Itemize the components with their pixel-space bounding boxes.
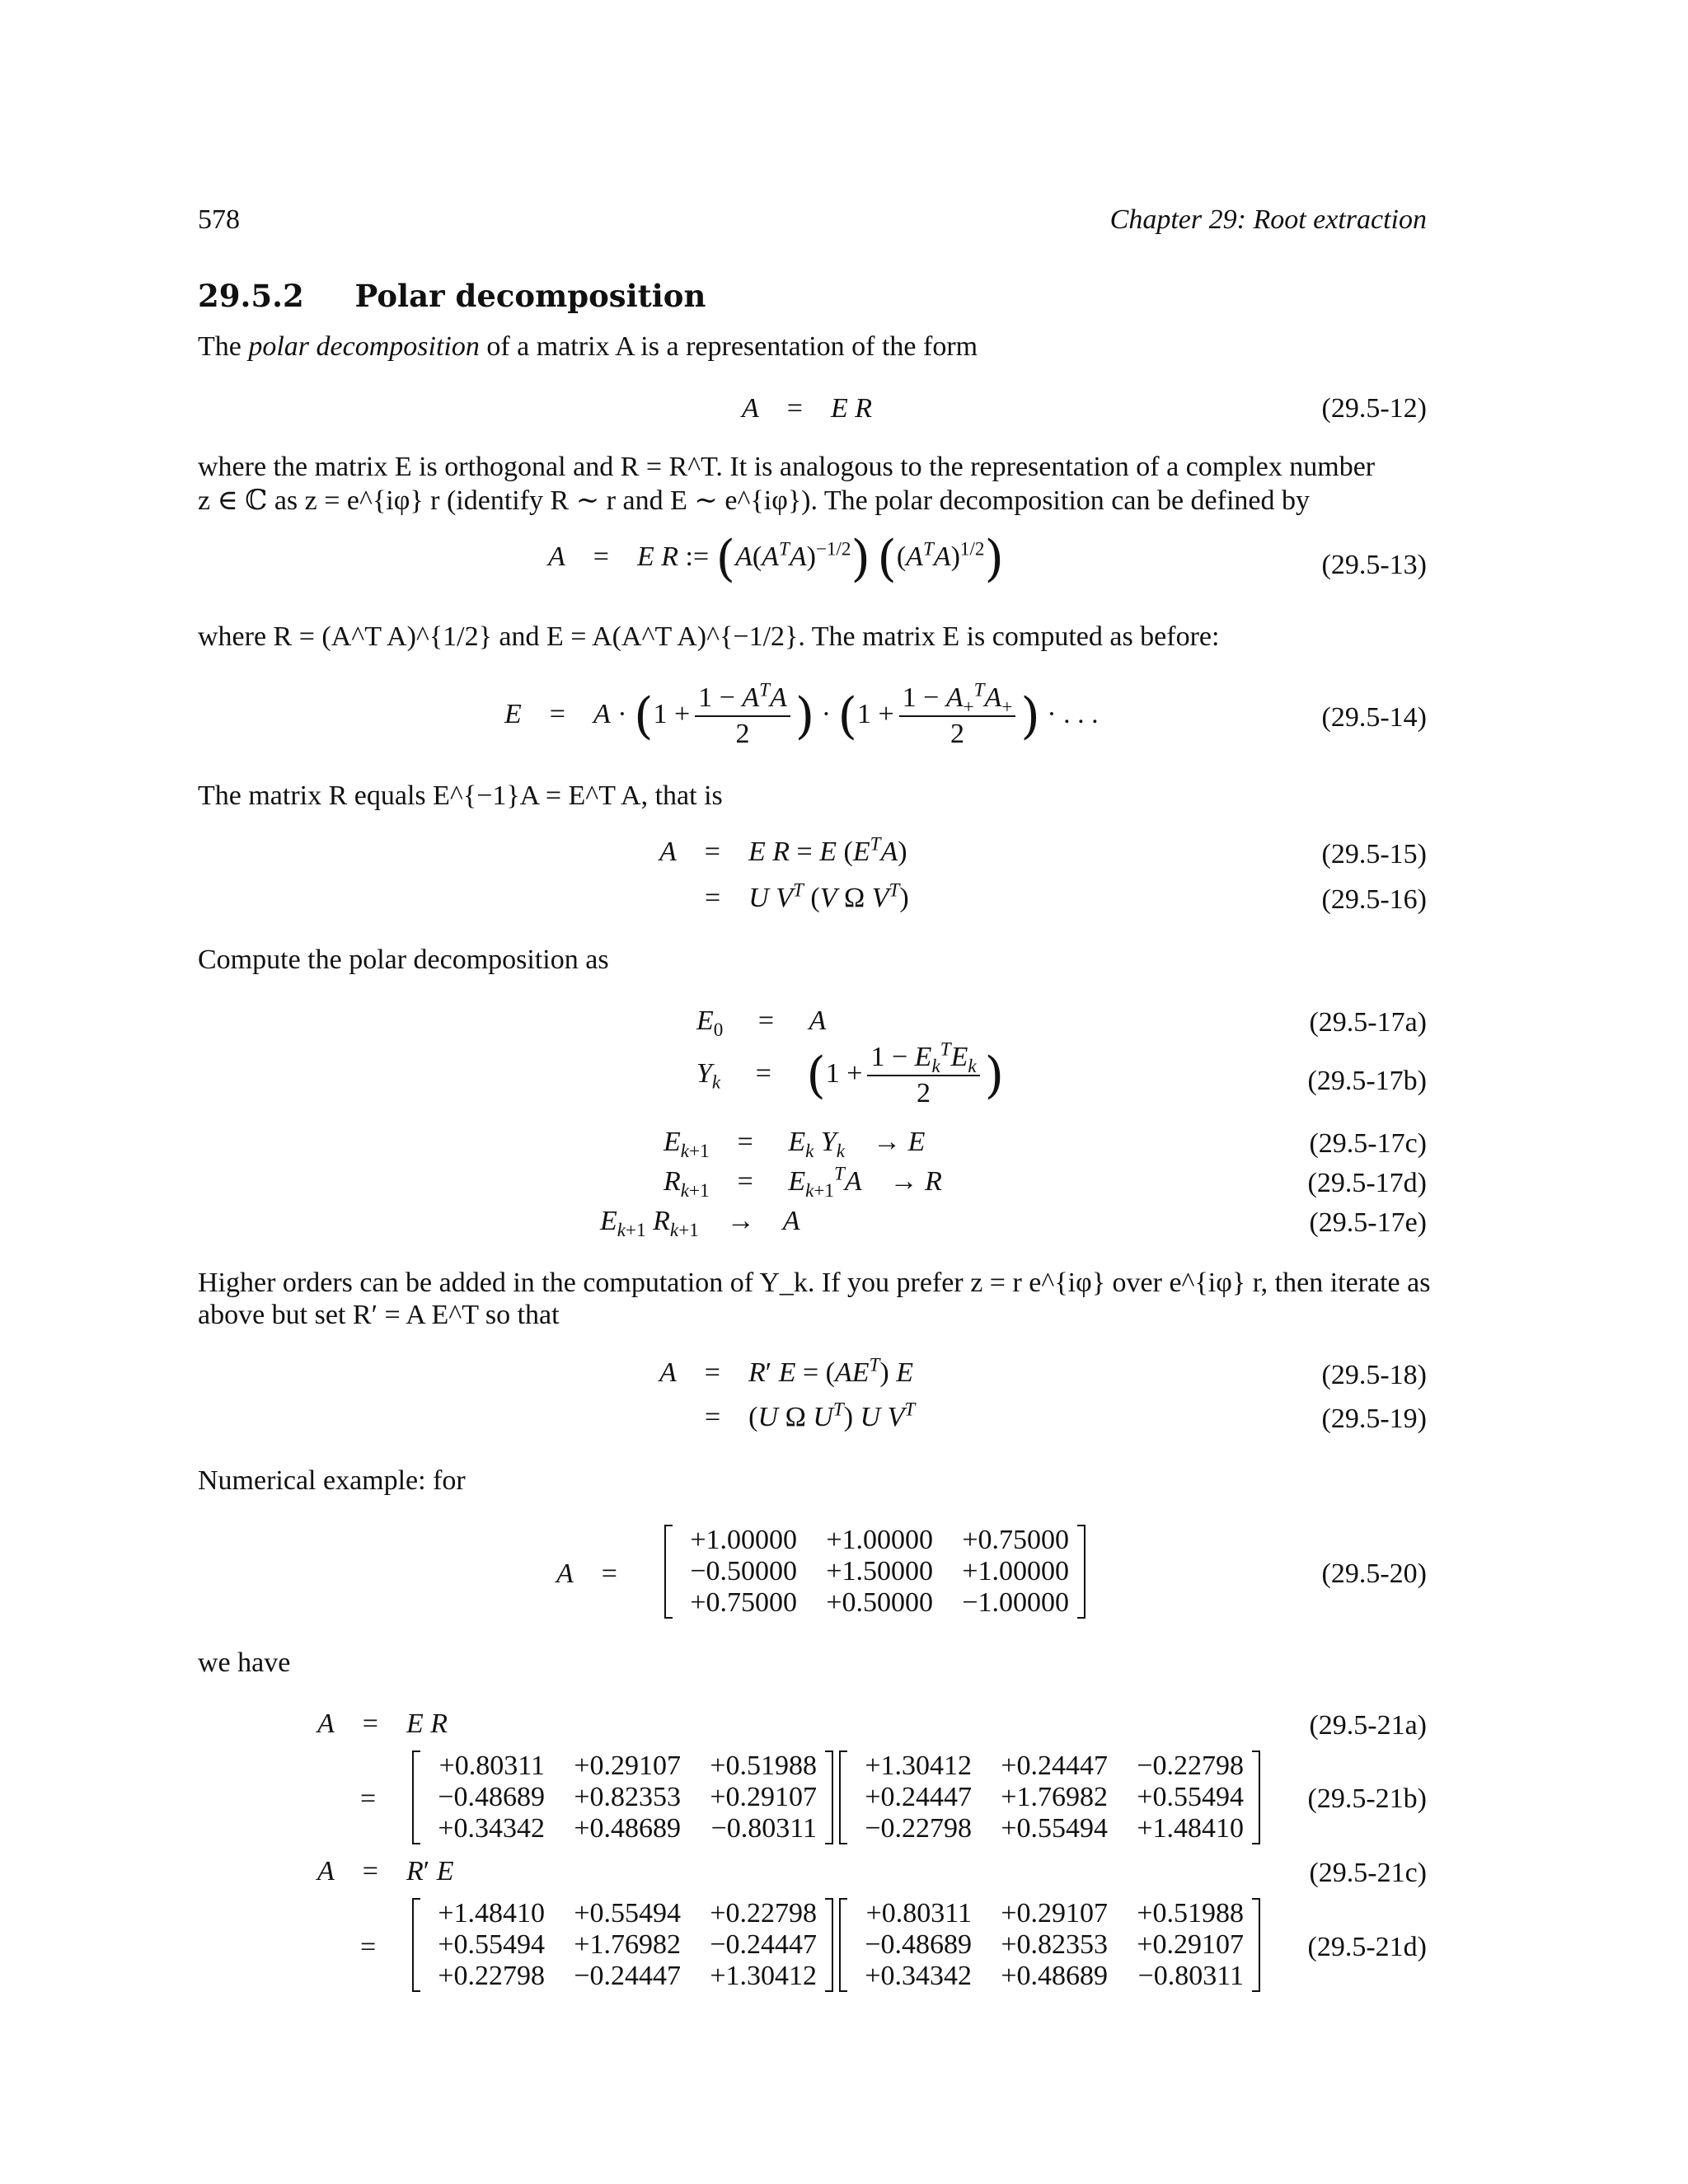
equation-number: (29.5-18) xyxy=(1321,1360,1427,1390)
running-title: Chapter 29: Root extraction xyxy=(1109,204,1427,235)
matrix-cell: +0.80311 xyxy=(865,1898,972,1929)
paragraph-higher-orders-line2: above but set R′ = A E^T so that xyxy=(198,1300,560,1330)
matrix-cell: +1.00000 xyxy=(826,1525,933,1555)
matrix-cell: +1.48410 xyxy=(438,1898,545,1929)
matrix-cell: +0.22798 xyxy=(438,1961,545,1991)
equation-number: (29.5-17b) xyxy=(1307,1066,1427,1096)
term-polar-decomposition: polar decomposition xyxy=(248,331,480,362)
matrix-cell: −0.24447 xyxy=(710,1929,817,1960)
equation-29-5-12: A = E R xyxy=(742,393,873,424)
matrix-cell: −0.80311 xyxy=(710,1813,817,1844)
equation-29-5-15: A = E R = E $(E^TA)$ xyxy=(659,833,907,867)
equation-29-5-17e: $E_{k+1}$ $R_{k+1}$ → A xyxy=(600,1206,800,1241)
matrix-cell: +0.50000 xyxy=(826,1587,933,1618)
equation-number: (29.5-17a) xyxy=(1309,1007,1427,1038)
matrix-cell: −0.48689 xyxy=(865,1929,972,1960)
matrix-A xyxy=(664,1525,1085,1619)
equation-number: (29.5-15) xyxy=(1321,839,1427,869)
matrix-cell: +0.82353 xyxy=(1001,1929,1108,1960)
equation-29-5-21d-eq: = xyxy=(360,1932,377,1962)
matrix-R-prime xyxy=(412,1898,833,1992)
equation-29-5-16: = U $V^T$ (V Ω $V^T$) xyxy=(705,879,909,913)
equation-number: (29.5-13) xyxy=(1321,550,1427,580)
matrix-cell: −0.24447 xyxy=(574,1961,681,1991)
equation-29-5-21c: A = R′ E xyxy=(317,1856,454,1886)
matrix-cell: −1.00000 xyxy=(962,1587,1069,1618)
equation-29-5-17a: $E_0$ = A xyxy=(696,1005,827,1041)
equation-29-5-17c: $E_{k+1}$ = $E_k$ $Y_k$ → E xyxy=(663,1127,926,1162)
paragraph-higher-orders-line1: Higher orders can be added in the computation of Y_k. If you prefer z = r e^{iφ} over e^{iφ} r, then iterate as xyxy=(198,1268,1431,1298)
paragraph-orthogonal-line1: where the matrix E is orthogonal and R = R^T. It is analogous to the representation of a complex number xyxy=(198,452,1376,482)
matrix-cell: +0.80311 xyxy=(438,1750,545,1781)
matrix-cell: +1.76982 xyxy=(1001,1782,1108,1812)
matrix-cell: +1.30412 xyxy=(865,1750,972,1781)
equation-number: (29.5-17d) xyxy=(1307,1168,1427,1198)
matrix-cell: +0.24447 xyxy=(865,1782,972,1812)
matrix-cell: +1.00000 xyxy=(690,1525,797,1555)
equation-number: (29.5-19) xyxy=(1321,1404,1427,1434)
matrix-cell: −0.80311 xyxy=(1137,1961,1244,1991)
paragraph-where-R: where R = (A^T A)^{1/2} and E = A(A^T A)^{−1/2}. The matrix E is computed as before: xyxy=(198,621,1220,652)
matrix-R xyxy=(839,1750,1260,1844)
equation-number: (29.5-20) xyxy=(1321,1558,1427,1589)
matrix-cell: +1.48410 xyxy=(1137,1813,1244,1844)
matrix-cell: +0.34342 xyxy=(438,1813,545,1844)
paragraph-compute: Compute the polar decomposition as xyxy=(198,944,609,975)
equation-number: (29.5-16) xyxy=(1321,884,1427,915)
matrix-cell: +0.24447 xyxy=(1001,1750,1108,1781)
equation-number: (29.5-21a) xyxy=(1309,1710,1427,1741)
equation-29-5-21a: A = E R xyxy=(317,1708,448,1739)
matrix-cell: +1.30412 xyxy=(710,1961,817,1991)
matrix-cell: +0.55494 xyxy=(438,1929,545,1960)
matrix-cell: +0.51988 xyxy=(1137,1898,1244,1929)
matrix-cell: +0.55494 xyxy=(1137,1782,1244,1812)
section-number: 29.5.2 xyxy=(198,278,304,314)
equation-29-5-18: A = R′ $E = (AE^T)$ E xyxy=(659,1354,913,1388)
matrix-cell: +0.29107 xyxy=(1001,1898,1108,1929)
equation-29-5-20-lhs: A = xyxy=(556,1558,617,1589)
matrix-cell: +0.82353 xyxy=(574,1782,681,1812)
equation-number: (29.5-17c) xyxy=(1309,1128,1427,1159)
matrix-cell: +1.50000 xyxy=(826,1556,933,1586)
matrix-cell: −0.50000 xyxy=(690,1556,797,1586)
equation-29-5-17d: $R_{k+1}$ = $E_{k+1}^TA$ → R xyxy=(663,1163,942,1202)
matrix-cell: −0.22798 xyxy=(865,1813,972,1844)
matrix-cell: −0.22798 xyxy=(1137,1750,1244,1781)
matrix-E xyxy=(412,1750,833,1844)
matrix-cell: +0.29107 xyxy=(710,1782,817,1812)
equation-29-5-17b: $Y_k$ = (1 + $\frac{1 - E_k^TE_k}{2}$ ) xyxy=(696,1038,1005,1108)
equation-number: (29.5-12) xyxy=(1321,393,1427,424)
paragraph-we-have: we have xyxy=(198,1647,291,1678)
paragraph-intro: The polar decomposition of a matrix A is a representation of the form xyxy=(198,331,978,362)
page-number: 578 xyxy=(198,204,240,235)
matrix-cell: +0.22798 xyxy=(710,1898,817,1929)
matrix-cell: +0.55494 xyxy=(574,1898,681,1929)
equation-number: (29.5-21b) xyxy=(1307,1783,1427,1814)
equation-29-5-21b-eq: = xyxy=(360,1783,377,1814)
equation-29-5-14: E = A · (1 + $\frac{1 - A^TA}{2}$ ) · (1 + $\frac{1 - A_+^TA_+}{2}$ ) · . . . xyxy=(504,679,1099,749)
equation-29-5-19: = (U Ω $U^T$) U $V^T$ xyxy=(705,1399,916,1432)
matrix-cell: +0.75000 xyxy=(690,1587,797,1618)
section-title: Polar decomposition xyxy=(354,278,706,314)
equation-number: (29.5-14) xyxy=(1321,702,1427,733)
equation-number: (29.5-17e) xyxy=(1309,1207,1427,1238)
matrix-cell: −0.48689 xyxy=(438,1782,545,1812)
paragraph-matrix-R: The matrix R equals E^{−1}A = E^T A, that is xyxy=(198,780,723,811)
matrix-cell: +0.34342 xyxy=(865,1961,972,1991)
equation-29-5-13: A = E R := $(A(A^TA)^{-1/2})$ $((A^TA)^{1/2})$ xyxy=(548,530,1004,588)
matrix-cell: +0.55494 xyxy=(1001,1813,1108,1844)
matrix-cell: +0.75000 xyxy=(962,1525,1069,1555)
section-heading xyxy=(198,278,706,314)
equation-number: (29.5-21c) xyxy=(1309,1858,1427,1888)
matrix-cell: +0.48689 xyxy=(1001,1961,1108,1991)
matrix-cell: +0.29107 xyxy=(1137,1929,1244,1960)
matrix-E xyxy=(839,1898,1260,1992)
matrix-cell: +1.00000 xyxy=(962,1556,1069,1586)
matrix-cell: +0.48689 xyxy=(574,1813,681,1844)
matrix-cell: +0.51988 xyxy=(710,1750,817,1781)
matrix-cell: +1.76982 xyxy=(574,1929,681,1960)
equation-number: (29.5-21d) xyxy=(1307,1932,1427,1962)
paragraph-orthogonal-line2: z ∈ ℂ as z = e^{iφ} r (identify R ∼ r and E ∼ e^{iφ}). The polar decomposition can be defined by xyxy=(198,485,1310,516)
paragraph-numerical-example: Numerical example: for xyxy=(198,1465,466,1496)
matrix-cell: +0.29107 xyxy=(574,1750,681,1781)
